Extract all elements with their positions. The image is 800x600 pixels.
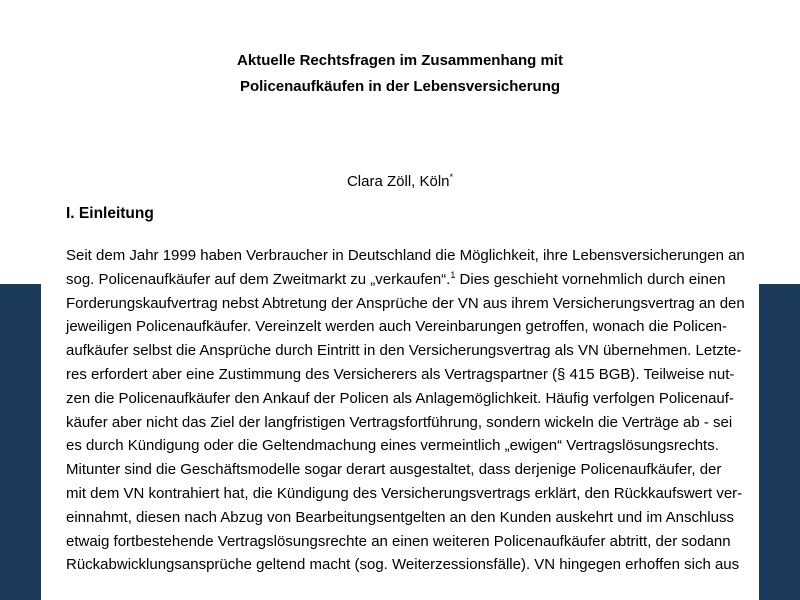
body-line: jeweiligen Policenaufkäufer. Vereinzelt werden auch Vereinbarungen getroffen, wonach die Policen-	[66, 318, 727, 336]
body-line	[66, 268, 756, 292]
author-line	[41, 166, 759, 193]
title-line-2: Policenaufkäufen in der Lebensversicherung	[239, 78, 561, 95]
document-title	[41, 48, 759, 100]
title-line-1: Aktuelle Rechtsfragen im Zusammenhang mit	[237, 52, 563, 69]
body-line: mit dem VN kontrahiert hat, die Kündigung des Versicherungsvertrags erklärt, den Rückkaufswert ver-	[66, 484, 743, 502]
body-line: Seit dem Jahr 1999 haben Verbraucher in Deutschland die Möglichkeit, ihre Lebensversicherungen an	[66, 247, 745, 264]
body-line: res erfordert aber eine Zustimmung des Versicherers als Vertragspartner (§ 415 BGB). Teilweise nut-	[66, 365, 735, 383]
author-footnote-mark: *	[449, 172, 454, 182]
body-line: es durch Kündigung oder die Geltendmachung eines vermeintlich „ewigen“ Vertragslösungsrechts.	[66, 437, 719, 455]
body-line: zen die Policenaufkäufer den Ankauf der Policen als Anlagemöglichkeit. Häufig verfolgen Policenauf-	[66, 389, 734, 407]
body-line: einnahmt, diesen nach Abzug von Bearbeitungsentgelten an den Kunden auskehrt und im Anschluss	[66, 508, 734, 526]
body-line-continuation: Dies geschieht vornehmlich durch einen	[455, 270, 726, 288]
body-line: etwaig fortbestehende Vertragslösungsrechte an einen weiteren Policenaufkäufer abtritt, der sodann	[66, 532, 731, 550]
footnote-mark: 1	[450, 269, 456, 280]
body-line: Mitunter sind die Geschäftsmodelle sogar derart ausgestaltet, dass derjenige Policenaufkäufer, der	[66, 461, 722, 479]
body-line-text: sog. Policenaufkäufer auf dem Zweitmarkt zu „verkaufen“.	[66, 270, 451, 288]
section-heading: I. Einleitung	[66, 205, 154, 222]
document-page	[41, 0, 759, 600]
author-name: Clara Zöll, Köln	[346, 173, 450, 190]
body-line: aufkäufer selbst die Ansprüche durch Eintritt in den Versicherungsvertrag als VN übernehmen. Letzte-	[66, 342, 742, 360]
body-line: Rückabwicklungsansprüche geltend macht (sog. Weiterzessionsfälle). VN hingegen erhoffen sich aus	[66, 556, 740, 574]
body-line: Forderungskaufvertrag nebst Abtretung der Ansprüche der VN aus ihrem Versicherungsvertrag an den	[66, 294, 745, 312]
body-line: käufer aber nicht das Ziel der langfristigen Vertragsfortführung, sondern wickeln die Verträge ab - sei	[66, 413, 733, 431]
body-paragraph	[66, 244, 756, 577]
